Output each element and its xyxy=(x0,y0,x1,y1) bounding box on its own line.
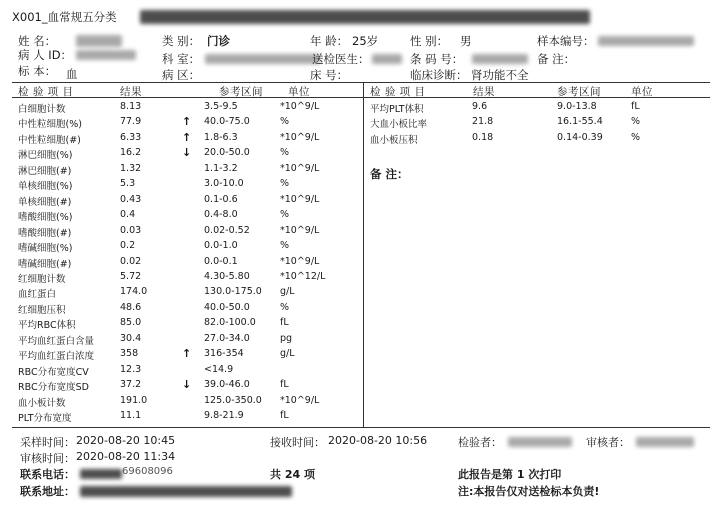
result-value: 0.43 xyxy=(120,193,142,205)
result-flag: ↑ xyxy=(182,347,192,361)
receive-time-value: 2020-08-20 10:56 xyxy=(328,434,428,447)
result-unit: % xyxy=(631,116,641,128)
result-item: 白细胞计数 xyxy=(18,104,66,115)
phone-prefix-redacted xyxy=(80,469,122,479)
result-item: 单核细胞(#) xyxy=(18,196,72,208)
result-item: RBC分布宽度SD xyxy=(18,382,89,394)
reference-range: 0.4-8.0 xyxy=(204,209,238,221)
doctor-label: 送检医生： xyxy=(312,52,370,66)
reference-range: 4.30-5.80 xyxy=(204,270,250,282)
result-unit: % xyxy=(631,131,641,143)
reference-range: 3.5-9.5 xyxy=(204,101,238,112)
col-item-right: 检 验 项 目 xyxy=(370,86,426,98)
result-unit: *10^9/L xyxy=(280,162,320,174)
age-value: 25岁 xyxy=(352,34,379,48)
result-value: 191.0 xyxy=(120,394,148,406)
col-result-left: 结果 xyxy=(120,86,142,98)
result-value: 0.4 xyxy=(120,209,136,221)
reference-range: 0.14-0.39 xyxy=(557,131,603,143)
sample-no-redacted xyxy=(598,36,694,46)
result-item: 嗜酸细胞(#) xyxy=(18,227,72,239)
result-unit: % xyxy=(280,178,290,190)
result-item: 血小板压积 xyxy=(370,134,418,146)
address-label: 联系地址： xyxy=(20,485,75,498)
age-label: 年 龄： xyxy=(310,34,349,48)
reference-range: 316-354 xyxy=(204,348,244,360)
phone-visible: 69608096 xyxy=(122,466,173,477)
bed-label: 床 号： xyxy=(310,68,349,82)
reference-range: 20.0-50.0 xyxy=(204,147,250,159)
col-range-left: 参考区间 xyxy=(219,86,263,98)
name-label: 姓 名： xyxy=(18,34,57,48)
result-item: 平均RBC体积 xyxy=(18,320,76,332)
result-value: 77.9 xyxy=(120,116,142,128)
result-value: 0.2 xyxy=(120,240,136,252)
result-item: 中性粒细胞(#) xyxy=(18,134,81,146)
patient-id-redacted xyxy=(76,50,136,60)
result-unit: *10^9/L xyxy=(280,255,320,267)
result-value: 30.4 xyxy=(120,332,142,344)
result-item: 血小板计数 xyxy=(18,397,66,409)
result-unit: fL xyxy=(631,101,640,112)
result-value: 16.2 xyxy=(120,147,142,159)
result-unit: % xyxy=(280,240,290,252)
col-range-right: 参考区间 xyxy=(557,86,601,98)
result-item: 平均血红蛋白浓度 xyxy=(18,351,95,363)
department-label: 科 室： xyxy=(162,52,201,66)
reference-range: 1.1-3.2 xyxy=(204,162,238,174)
result-unit: fL xyxy=(280,379,289,391)
total-items: 共 24 项 xyxy=(270,468,315,481)
result-unit: *10^9/L xyxy=(280,193,320,205)
reference-range: 40.0-75.0 xyxy=(204,116,250,128)
reference-range: 125.0-350.0 xyxy=(204,394,262,406)
result-unit: % xyxy=(280,301,290,313)
result-value: 0.18 xyxy=(472,131,494,143)
result-item: 平均PLT体积 xyxy=(370,104,424,115)
result-value: 1.32 xyxy=(120,162,142,174)
inspector-redacted xyxy=(508,437,572,447)
specimen-label: 标 本： xyxy=(18,64,57,78)
receive-time-label: 接收时间： xyxy=(270,436,325,449)
result-unit: fL xyxy=(280,317,289,329)
name-value-redacted xyxy=(76,35,122,47)
result-unit: g/L xyxy=(280,286,295,298)
result-item: 嗜碱细胞(#) xyxy=(18,258,72,270)
col-unit-right: 单位 xyxy=(631,86,653,98)
table-header-rule xyxy=(12,97,710,98)
phone-label: 联系电话： xyxy=(20,468,75,481)
result-item: 红细胞计数 xyxy=(18,273,66,285)
reference-range: 27.0-34.0 xyxy=(204,332,250,344)
reference-range: <14.9 xyxy=(204,363,234,375)
table-center-divider xyxy=(363,82,364,427)
reference-range: 40.0-50.0 xyxy=(204,301,250,313)
result-value: 0.03 xyxy=(120,224,142,236)
reference-range: 3.0-10.0 xyxy=(204,178,244,190)
sample-time-value: 2020-08-20 10:45 xyxy=(76,434,176,447)
reference-range: 9.0-13.8 xyxy=(557,101,597,112)
result-value: 174.0 xyxy=(120,286,148,298)
review-time-label: 审核时间： xyxy=(20,452,75,465)
reference-range: 0.1-0.6 xyxy=(204,193,238,205)
category-value: 门诊 xyxy=(207,34,230,48)
result-unit: pg xyxy=(280,332,293,344)
reference-range: 82.0-100.0 xyxy=(204,317,256,329)
reference-range: 39.0-46.0 xyxy=(204,379,250,391)
sample-time-label: 采样时间： xyxy=(20,436,75,449)
result-item: PLT分布宽度 xyxy=(18,413,72,424)
ward-label: 病 区： xyxy=(162,68,201,82)
table-top-rule xyxy=(12,82,710,83)
result-flag: ↓ xyxy=(182,378,192,392)
result-value: 8.13 xyxy=(120,101,142,112)
reference-range: 0.0-0.1 xyxy=(204,255,238,267)
result-value: 6.33 xyxy=(120,131,142,143)
result-flag: ↑ xyxy=(182,130,192,144)
result-item: 中性粒细胞(%) xyxy=(18,119,82,131)
sex-value: 男 xyxy=(460,34,472,48)
hospital-title-redacted xyxy=(140,10,590,24)
result-item: 淋巴细胞(%) xyxy=(18,150,73,162)
category-label: 类 别： xyxy=(162,34,201,48)
table-bottom-rule xyxy=(12,427,710,428)
result-unit: *10^9/L xyxy=(280,101,320,112)
result-item: 血红蛋白 xyxy=(18,289,57,301)
inspector-label: 检验者： xyxy=(458,436,502,449)
result-unit: *10^9/L xyxy=(280,394,320,406)
reviewer-label: 审核者： xyxy=(586,436,630,449)
col-item-left: 检 验 项 目 xyxy=(18,86,74,98)
result-item: 嗜酸细胞(%) xyxy=(18,212,73,224)
result-unit: *10^9/L xyxy=(280,131,320,143)
result-value: 9.6 xyxy=(472,101,488,112)
result-unit: g/L xyxy=(280,348,295,360)
result-unit: % xyxy=(280,147,290,159)
result-flag: ↑ xyxy=(182,115,192,129)
result-unit: fL xyxy=(280,410,289,421)
address-redacted xyxy=(80,486,292,497)
remark-label: 备 注： xyxy=(537,52,576,66)
result-value: 85.0 xyxy=(120,317,142,329)
result-value: 358 xyxy=(120,348,139,360)
reference-range: 1.8-6.3 xyxy=(204,131,238,143)
disclaimer: 注:本报告仅对送检标本负责! xyxy=(458,485,600,498)
result-item: 嗜碱细胞(%) xyxy=(18,243,73,255)
print-count: 此报告是第 1 次打印 xyxy=(458,468,562,481)
department-redacted xyxy=(205,54,320,64)
reference-range: 16.1-55.4 xyxy=(557,116,603,128)
reference-range: 130.0-175.0 xyxy=(204,286,262,298)
result-item: 单核细胞(%) xyxy=(18,181,73,193)
diagnosis-label: 临床诊断： xyxy=(410,68,468,82)
doctor-redacted xyxy=(372,54,402,64)
result-value: 0.02 xyxy=(120,255,142,267)
result-value: 5.3 xyxy=(120,178,136,190)
review-time-value: 2020-08-20 11:34 xyxy=(76,450,176,463)
result-flag: ↓ xyxy=(182,146,192,160)
result-value: 12.3 xyxy=(120,363,142,375)
diagnosis-value: 肾功能不全 xyxy=(471,68,529,82)
result-item: RBC分布宽度CV xyxy=(18,366,89,378)
result-value: 5.72 xyxy=(120,270,142,282)
result-item: 淋巴细胞(#) xyxy=(18,165,72,177)
specimen-value: 血 xyxy=(66,67,78,81)
result-value: 37.2 xyxy=(120,379,142,391)
result-value: 48.6 xyxy=(120,301,142,313)
result-item: 红细胞压积 xyxy=(18,304,66,316)
result-unit: % xyxy=(280,116,290,128)
result-value: 11.1 xyxy=(120,410,142,421)
col-unit-left: 单位 xyxy=(288,86,310,98)
reference-range: 9.8-21.9 xyxy=(204,410,244,421)
result-item: 平均血红蛋白含量 xyxy=(18,335,95,347)
sample-no-label: 样本编号： xyxy=(537,34,595,48)
form-code: X001_血常规五分类 xyxy=(12,10,117,24)
result-unit: *10^12/L xyxy=(280,270,326,282)
result-value: 21.8 xyxy=(472,116,494,128)
result-unit: *10^9/L xyxy=(280,224,320,236)
note-label: 备 注： xyxy=(370,167,409,181)
reference-range: 0.0-1.0 xyxy=(204,240,238,252)
sex-label: 性 别： xyxy=(410,34,449,48)
barcode-redacted xyxy=(472,54,528,64)
barcode-label: 条 码 号： xyxy=(410,52,464,66)
result-unit: % xyxy=(280,209,290,221)
reference-range: 0.02-0.52 xyxy=(204,224,250,236)
patient-id-label: 病 人 ID： xyxy=(18,48,73,62)
reviewer-redacted xyxy=(636,437,694,447)
result-item: 大血小板比率 xyxy=(370,119,428,131)
col-result-right: 结果 xyxy=(473,86,495,98)
